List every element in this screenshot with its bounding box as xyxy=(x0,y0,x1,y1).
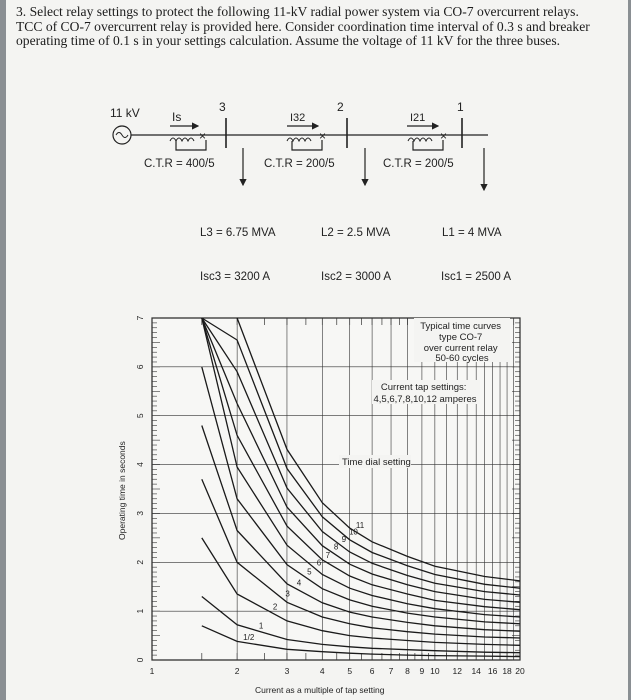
curve-label: 10 xyxy=(348,527,358,537)
ct-coil-3 xyxy=(408,138,432,141)
tap-settings-note: Current tap settings: 4,5,6,7,8,10,12 amperes xyxy=(373,382,477,405)
bus-label-1: 1 xyxy=(457,100,464,114)
curve-label: 3 xyxy=(285,589,290,599)
load-2: L2 = 2.5 MVA xyxy=(321,227,391,239)
source-voltage-label: 11 kV xyxy=(110,106,140,120)
ct-ratio-1: C.T.R = 400/5 xyxy=(144,158,215,170)
fault-current-2: Isc2 = 3000 A xyxy=(321,271,392,283)
plot-area xyxy=(152,318,520,660)
curve-label: 2 xyxy=(272,602,278,612)
breaker-3: × xyxy=(440,129,448,143)
x-tick-label: 9 xyxy=(419,666,425,676)
x-tick-label: 10 xyxy=(430,666,440,676)
time-dial-setting-label: Time dial setting xyxy=(342,457,411,468)
curve-label: 5 xyxy=(307,567,312,577)
curve-label: 11 xyxy=(355,521,365,531)
x-tick-label: 2 xyxy=(234,666,240,676)
y-tick-label: 6 xyxy=(135,364,145,370)
x-tick-label: 8 xyxy=(405,666,410,676)
load-3: L3 = 6.75 MVA xyxy=(200,227,276,239)
curve-label: 1/2 xyxy=(243,632,255,642)
y-tick-label: 2 xyxy=(135,559,145,565)
fault-current-3: Isc3 = 3200 A xyxy=(200,271,271,283)
x-tick-label: 20 xyxy=(515,666,525,676)
bus-label-2: 2 xyxy=(337,100,344,114)
curve-label: 1 xyxy=(258,621,264,631)
curve-label: 7 xyxy=(325,551,331,561)
x-tick-label: 1 xyxy=(149,666,155,676)
breaker-1: × xyxy=(199,129,207,143)
x-tick-label: 7 xyxy=(388,666,394,676)
breaker-2: × xyxy=(319,129,327,143)
ct-ratio-2: C.T.R = 200/5 xyxy=(264,158,335,170)
curve-label: 6 xyxy=(316,558,322,568)
bus-label-3: 3 xyxy=(219,100,226,114)
chart-title: Typical time curves type CO-7 over current relay 50-60 cycles xyxy=(420,321,502,364)
y-tick-label: 7 xyxy=(135,315,145,321)
x-tick-label: 4 xyxy=(319,666,325,676)
curve-label: 8 xyxy=(333,542,339,552)
tcc-chart xyxy=(135,315,525,676)
question-text: 3. Select relay settings to protect the following 11-kV radial power system via CO-7 overcurrent relays. TCC of CO-7 overcurrent relay is provided here. Consider coordination time interval of 0.3 s and breaker operating time of 0.1 s in your settings calculation. Assume the voltage of 11 kV for the three buses. xyxy=(16,4,590,49)
y-tick-label: 4 xyxy=(135,462,145,467)
ct-coil-2 xyxy=(287,138,311,141)
curve-label: 9 xyxy=(341,534,347,544)
curve-label: 4 xyxy=(296,578,302,588)
fault-current-1: Isc1 = 2500 A xyxy=(441,271,512,283)
x-tick-label: 12 xyxy=(452,666,462,676)
x-tick-label: 18 xyxy=(502,666,512,676)
y-tick-label: 1 xyxy=(135,608,145,614)
x-axis-label: Current as a multiple of tap setting xyxy=(255,685,385,695)
y-axis-label: Operating time in seconds xyxy=(117,441,127,540)
x-tick-label: 14 xyxy=(471,666,481,676)
y-tick-label: 5 xyxy=(135,413,145,419)
load-1: L1 = 4 MVA xyxy=(442,227,502,239)
x-tick-label: 3 xyxy=(284,666,290,676)
y-tick-label: 0 xyxy=(135,657,145,663)
ct-coil-1 xyxy=(170,138,194,141)
x-tick-label: 16 xyxy=(487,666,498,676)
current-label-is: Is xyxy=(172,110,182,124)
x-tick-label: 6 xyxy=(369,666,375,676)
current-label-i32: I32 xyxy=(290,112,306,124)
one-line-diagram xyxy=(110,100,488,190)
x-tick-label: 5 xyxy=(347,666,353,676)
y-tick-label: 3 xyxy=(135,511,145,516)
current-label-i21: I21 xyxy=(410,112,426,124)
ct-ratio-3: C.T.R = 200/5 xyxy=(383,158,454,170)
